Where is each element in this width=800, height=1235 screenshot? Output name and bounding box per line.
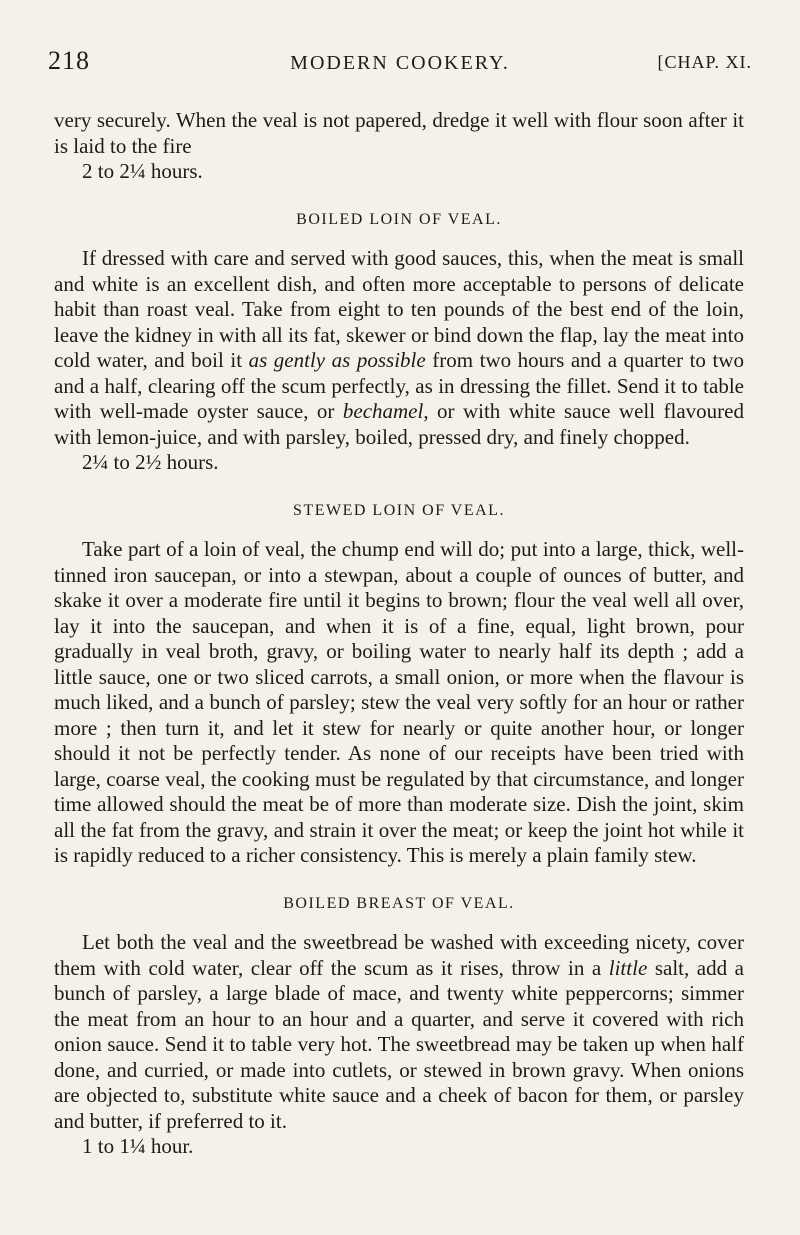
boiled-loin-italic-2: bechamel [342, 399, 424, 423]
chapter-label: [CHAP. XI. [657, 52, 752, 72]
intro-time: 2 to 2¼ hours. [82, 159, 203, 183]
page-header [48, 46, 752, 86]
boiled-breast-paragraph [54, 930, 744, 1134]
boiled-breast-time: 1 to 1¼ hour. [82, 1134, 194, 1158]
boiled-breast-text-2: salt, add a bunch of parsley, a large blade of mace, and twenty white peppercorns; simmer the meat from an hour to an hour and a quarter, and serve it covered with rich onion sauce. Send it to table very hot. The sweetbread may be taken up when half done, and curried, or made into cutlets, or stewed in brown gravy. When onions are objected to, substitute white sauce and a cheek of bacon for them, or parsley and butter, if preferred to it. [54, 955, 744, 1133]
heading-boiled-breast: BOILED BREAST OF VEAL. [283, 894, 515, 912]
stewed-loin-paragraph: Take part of a loin of veal, the chump end will do; put into a large, thick, well-tinned iron saucepan, or into a stewpan, about a couple of ounces of butter, and skake it over a moderate fire until it begins to brown; flour the veal well all over, lay it into the saucepan, and when it is of a fine, equal, light brown, pour gradually in veal broth, gravy, or boiling water to nearly half its depth ; add a little sauce, one or two sliced carrots, a small onion, or more when the flavour is much liked, and a bunch of parsley; stew the veal very softly for an hour or rather more ; then turn it, and let it stew for nearly or quite another hour, or longer should it not be perfectly tender. As none of our receipts have been tried with large, coarse veal, the cooking must be regulated by that circumstance, and longer time allowed should the meat be of more than moderate size. Dish the joint, skim all the fat from the gravy, and strain it over the meat; or keep the joint hot while it is rapidly reduced to a richer consistency. This is merely a plain family stew. [54, 537, 744, 867]
heading-boiled-loin: BOILED LOIN OF VEAL. [296, 210, 502, 228]
heading-stewed-loin: STEWED LOIN OF VEAL. [293, 501, 505, 519]
running-title: MODERN COOKERY. [290, 52, 510, 74]
boiled-breast-italic: little [608, 955, 648, 980]
boiled-loin-time: 2¼ to 2½ hours. [82, 450, 219, 474]
boiled-loin-paragraph [54, 246, 744, 450]
page-number: 218 [48, 46, 90, 75]
boiled-breast-text-1: Let both the veal and the sweetbread be washed with exceeding nicety, cover them with cold water, clear off the scum as it rises, throw in a [54, 930, 744, 980]
boiled-loin-italic-1: as gently as possible [248, 348, 426, 372]
boiled-loin-text-2: from two hours and a quarter to two and a half, clearing off the scum perfectly, as in dressing the fillet. Send it to table with well-made oyster sauce, or [54, 348, 744, 423]
page-content [54, 108, 744, 1160]
boiled-loin-text-3: , or with white sauce well flavoured with lemon-juice, and with parsley, boiled, pressed dry, and finely chopped. [54, 399, 744, 449]
intro-paragraph: very securely. When the veal is not papered, dredge it well with flour soon after it is laid to the fire [54, 108, 744, 158]
boiled-loin-text-1: If dressed with care and served with good sauces, this, when the meat is small and white is an excellent dish, and often more acceptable to persons of delicate habit than roast veal. Take from eight to ten pounds of the best end of the loin, leave the kidney in with all its fat, skewer or bind down the flap, lay the meat into cold water, and boil it [54, 246, 744, 372]
